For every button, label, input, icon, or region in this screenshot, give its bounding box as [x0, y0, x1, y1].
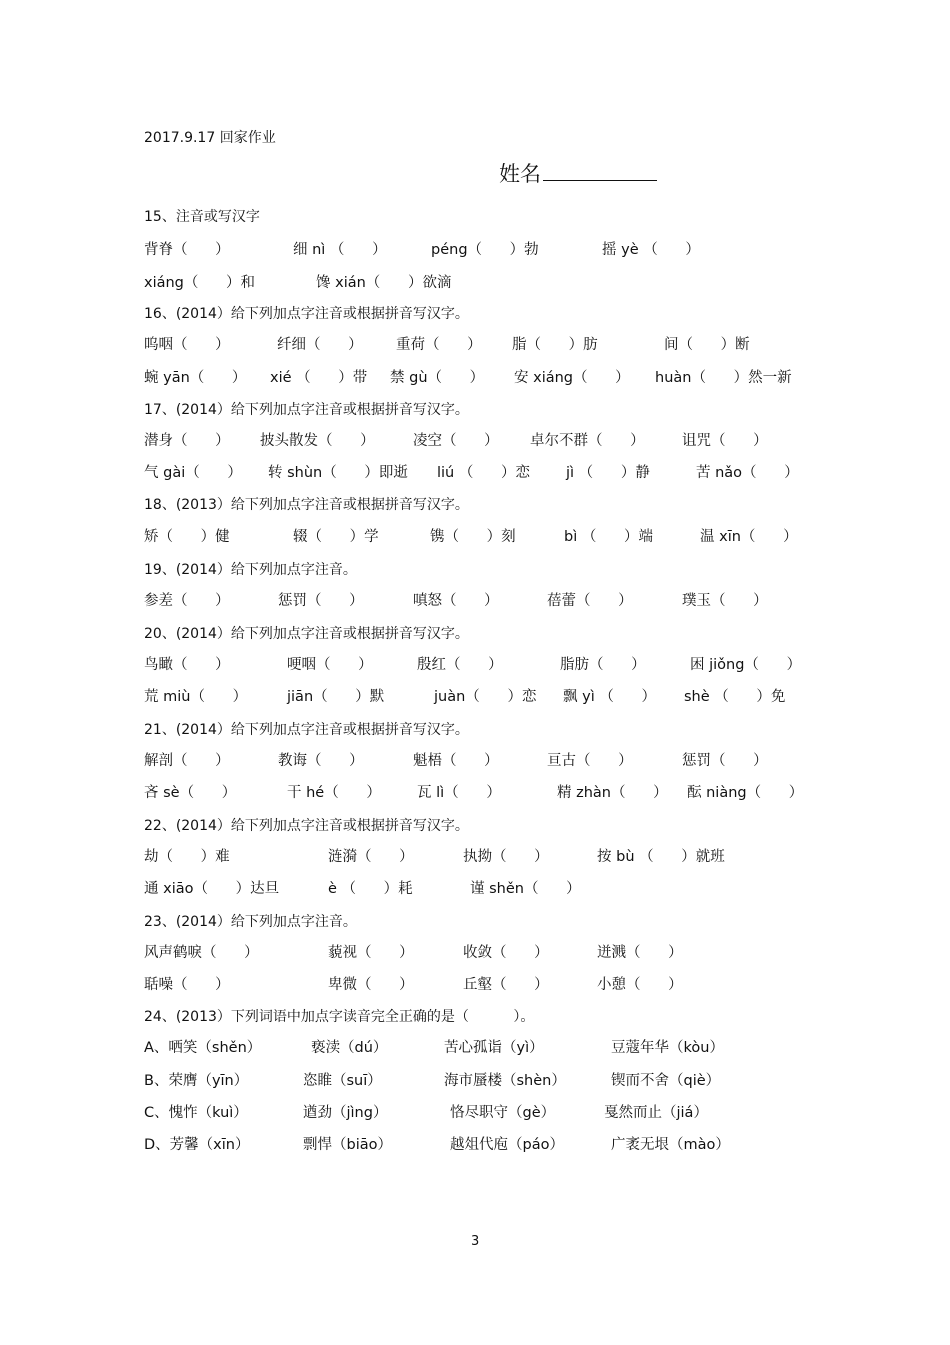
exercise-item: A、哂笑（shěn） — [144, 1040, 262, 1056]
exercise-row — [0, 655, 950, 677]
exercise-item: 蜿 yān（ ） — [144, 370, 247, 386]
question-heading: 20、(2014）给下列加点字注音或根据拼音写汉字。 — [144, 626, 469, 642]
exercise-item: 殷红（ ） — [417, 657, 503, 673]
exercise-item: 遒劲（jìng） — [303, 1105, 388, 1121]
exercise-item: 藐视（ ） — [328, 945, 414, 961]
exercise-item: 收敛（ ） — [463, 945, 549, 961]
exercise-item: 潜身（ ） — [144, 433, 230, 449]
exercise-item: 亵渎（dú） — [311, 1040, 388, 1056]
exercise-item: 小憩（ ） — [597, 977, 683, 993]
exercise-item: 海市蜃楼（shèn） — [444, 1073, 566, 1089]
exercise-item: 间（ ）断 — [664, 337, 750, 353]
exercise-row — [0, 1103, 950, 1125]
exercise-item: 按 bù （ ）就班 — [597, 849, 725, 865]
exercise-item: D、芳馨（xīn） — [144, 1137, 250, 1153]
exercise-item: 气 gài（ ） — [144, 465, 242, 481]
exercise-item: 嗔怒（ ） — [413, 593, 499, 609]
exercise-item: 脂肪（ ） — [560, 657, 646, 673]
exercise-item: 卓尔不群（ ） — [530, 433, 645, 449]
exercise-item: 惩罚（ ） — [682, 753, 768, 769]
exercise-item: 细 nì （ ） — [293, 242, 387, 258]
exercise-item: 聒噪（ ） — [144, 977, 230, 993]
exercise-item: 豆蔻年华（kòu） — [611, 1040, 724, 1056]
exercise-row — [0, 943, 950, 965]
exercise-row — [0, 527, 950, 549]
exercise-item: 广袤无垠（mào） — [611, 1137, 730, 1153]
exercise-item: 摇 yè （ ） — [602, 242, 700, 258]
exercise-row — [0, 273, 950, 295]
question-heading: 19、(2014）给下列加点字注音。 — [144, 562, 357, 578]
exercise-item: 诅咒（ ） — [682, 433, 768, 449]
name-label: 姓名 — [499, 162, 541, 186]
exercise-item: juàn（ ）恋 — [434, 689, 537, 705]
exercise-item: 解剖（ ） — [144, 753, 230, 769]
exercise-row — [0, 368, 950, 390]
exercise-item: 剽悍（biāo） — [303, 1137, 392, 1153]
exercise-item: B、荣膺（yīn） — [144, 1073, 249, 1089]
exercise-item: 辍（ ）学 — [293, 529, 379, 545]
exercise-row — [0, 687, 950, 709]
exercise-item: 蓓蕾（ ） — [547, 593, 633, 609]
exercise-item: 苦 nǎo（ ） — [696, 465, 799, 481]
question-heading: 18、(2013）给下列加点字注音或根据拼音写汉字。 — [144, 497, 469, 513]
name-field — [499, 160, 657, 188]
exercise-item: 披头散发（ ） — [260, 433, 375, 449]
question-heading: 15、注音或写汉字 — [144, 209, 260, 225]
exercise-item: 矫（ ）健 — [144, 529, 230, 545]
exercise-item: 纤细（ ） — [277, 337, 363, 353]
exercise-item: 荒 miù（ ） — [144, 689, 248, 705]
exercise-item: shè （ ）免 — [684, 689, 786, 705]
exercise-row — [0, 335, 950, 357]
exercise-item: liú （ ）恋 — [437, 465, 531, 481]
exercise-item: 禁 gù（ ） — [390, 370, 485, 386]
exercise-item: 通 xiāo（ ）达旦 — [144, 881, 280, 897]
exercise-item: 参差（ ） — [144, 593, 230, 609]
exercise-item: 馋 xián（ ）欲滴 — [316, 275, 452, 291]
exercise-item: 困 jiǒng（ ） — [690, 657, 802, 673]
exercise-item: 酝 niàng（ ） — [687, 785, 804, 801]
exercise-item: 重荷（ ） — [396, 337, 482, 353]
exercise-item: xié （ ）带 — [270, 370, 368, 386]
question-heading: 22、(2014）给下列加点字注音或根据拼音写汉字。 — [144, 818, 469, 834]
exercise-row — [0, 463, 950, 485]
exercise-row — [0, 1038, 950, 1060]
exercise-item: 干 hé（ ） — [287, 785, 381, 801]
question-heading: 23、(2014）给下列加点字注音。 — [144, 914, 357, 930]
exercise-item: 背脊（ ） — [144, 242, 230, 258]
exercise-item: xiáng（ ）和 — [144, 275, 256, 291]
question-heading: 16、(2014）给下列加点字注音或根据拼音写汉字。 — [144, 306, 469, 322]
exercise-item: è （ ）耗 — [328, 881, 413, 897]
exercise-item: péng（ ）勃 — [431, 242, 539, 258]
exercise-item: jì （ ）静 — [566, 465, 650, 481]
exercise-item: 涟漪（ ） — [328, 849, 414, 865]
question-heading: 24、(2013）下列词语中加点字读音完全正确的是（ ）。 — [144, 1009, 535, 1025]
page-number: 3 — [471, 1234, 480, 1249]
exercise-row — [0, 751, 950, 773]
exercise-row — [0, 1071, 950, 1093]
exercise-item: 脂（ ）肪 — [512, 337, 598, 353]
exercise-item: 谨 shěn（ ） — [470, 881, 581, 897]
exercise-item: 丘壑（ ） — [463, 977, 549, 993]
exercise-item: 风声鹤唳（ ） — [144, 945, 259, 961]
question-heading: 21、(2014）给下列加点字注音或根据拼音写汉字。 — [144, 722, 469, 738]
exercise-item: 恣睢（suī） — [303, 1073, 382, 1089]
exercise-item: 转 shùn（ ）即逝 — [268, 465, 408, 481]
exercise-item: 劫（ ）难 — [144, 849, 230, 865]
exercise-item: 亘古（ ） — [547, 753, 633, 769]
exercise-item: 戛然而止（jiá） — [604, 1105, 708, 1121]
name-blank-line — [543, 160, 657, 181]
exercise-item: 吝 sè（ ） — [144, 785, 237, 801]
exercise-row — [0, 847, 950, 869]
exercise-item: huàn（ ）然一新 — [655, 370, 792, 386]
exercise-row — [0, 1135, 950, 1157]
exercise-item: 魁梧（ ） — [413, 753, 499, 769]
exercise-item: 迸溅（ ） — [597, 945, 683, 961]
exercise-item: 鸟瞰（ ） — [144, 657, 230, 673]
exercise-row — [0, 879, 950, 901]
exercise-item: 镌（ ）刻 — [430, 529, 516, 545]
exercise-item: C、愧怍（kuì） — [144, 1105, 248, 1121]
question-heading: 17、(2014）给下列加点字注音或根据拼音写汉字。 — [144, 402, 469, 418]
exercise-item: 精 zhàn（ ） — [557, 785, 668, 801]
exercise-item: 恪尽职守（gè） — [450, 1105, 556, 1121]
exercise-item: 安 xiáng（ ） — [514, 370, 630, 386]
exercise-item: 惩罚（ ） — [278, 593, 364, 609]
exercise-item: 哽咽（ ） — [287, 657, 373, 673]
exercise-item: 飘 yì （ ） — [563, 689, 656, 705]
exercise-item: 越俎代庖（páo） — [450, 1137, 564, 1153]
homework-date-title: 2017.9.17 回家作业 — [144, 130, 276, 146]
exercise-row — [0, 975, 950, 997]
exercise-row — [0, 240, 950, 262]
exercise-item: jiān（ ）默 — [287, 689, 385, 705]
exercise-item: 温 xīn（ ） — [700, 529, 798, 545]
exercise-item: 执拗（ ） — [463, 849, 549, 865]
exercise-item: 教诲（ ） — [278, 753, 364, 769]
exercise-item: 瓦 lì（ ） — [417, 785, 501, 801]
exercise-item: 呜咽（ ） — [144, 337, 230, 353]
exercise-item: 璞玉（ ） — [682, 593, 768, 609]
exercise-item: bì （ ）端 — [564, 529, 653, 545]
exercise-item: 苦心孤诣（yì） — [444, 1040, 544, 1056]
exercise-item: 凌空（ ） — [413, 433, 499, 449]
exercise-row — [0, 431, 950, 453]
exercise-item: 锲而不舍（qiè） — [611, 1073, 721, 1089]
exercise-item: 卑微（ ） — [328, 977, 414, 993]
exercise-row — [0, 783, 950, 805]
exercise-row — [0, 591, 950, 613]
